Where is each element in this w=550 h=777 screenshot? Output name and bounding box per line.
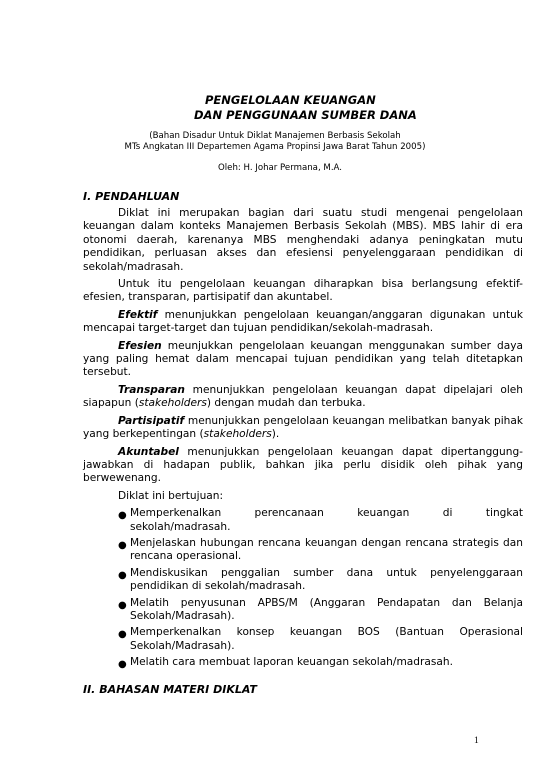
akuntabel-text: menunjukkan pengelolaan keuangan dapat dipertanggung-jawabkan di hadapan publik, bahkan jika perlu disidik oleh pihak yang berwewenang. bbox=[83, 445, 523, 485]
goal-text: Mendiskusikan penggalian sumber dana untuk penyelenggaraan pendidikan di sekolah/madrasah. bbox=[130, 566, 523, 593]
subtitle-line-1: (Bahan Disadur Untuk Diklat Manajemen Berbasis Sekolah bbox=[149, 131, 401, 141]
goals-intro: Diklat ini bertujuan: bbox=[118, 489, 224, 502]
bullet-icon: ● bbox=[118, 539, 127, 551]
efektif-text: menunjukkan pengelolaan keuangan/anggaran digunakan untuk mencapai target-target dan tujuan pendidikan/sekolah-madrasah. bbox=[83, 308, 523, 335]
transparan-text-2: ) dengan mudah dan terbuka. bbox=[206, 397, 366, 410]
goal-text: Melatih penyusunan APBS/M (Anggaran Pendapatan dan Belanja Sekolah/Madrasah). bbox=[130, 596, 523, 622]
goal-word: Memperkenalkan bbox=[130, 507, 222, 520]
partisipatif-paragraph bbox=[83, 415, 523, 442]
goal-word: perencanaan bbox=[254, 507, 324, 520]
goal-first-line bbox=[130, 507, 523, 520]
transparan-term: Transparan bbox=[118, 383, 185, 396]
goal-item bbox=[118, 537, 523, 564]
partisipatif-stakeholders: stakeholders bbox=[203, 428, 272, 441]
intro-paragraph: Diklat ini merupakan bagian dari suatu studi mengenai pengelolaan keuangan dalam konteks Manajemen Berbasis Sekolah (MBS). MBS lahir di era otonomi daerah, karenanya MBS menghendaki adanya peningkatan mutu pendidikan, perluasan akses dan efesiensi penyelenggaraan pendidikan di sekolah/madrasah. bbox=[83, 207, 523, 273]
goals-list bbox=[83, 507, 523, 669]
title-line-1: PENGELOLAAN KEUANGAN bbox=[205, 93, 376, 107]
bullet-icon: ● bbox=[118, 659, 127, 671]
section-1-heading: I. PENDAHLUAN bbox=[83, 190, 180, 203]
transparan-stakeholders: stakeholders bbox=[138, 397, 207, 410]
partisipatif-text-2: ). bbox=[271, 428, 280, 441]
efektif-term: Efektif bbox=[118, 308, 158, 321]
section-1-body bbox=[83, 207, 523, 673]
goal-item bbox=[118, 507, 523, 534]
goal-item bbox=[118, 626, 523, 653]
partisipatif-text-1: menunjukkan pengelolaan keuangan melibatkan banyak pihak yang berkepentingan ( bbox=[83, 414, 523, 441]
goal-item bbox=[118, 567, 523, 594]
goal-word: tingkat bbox=[485, 507, 523, 520]
transparan-text-1: menunjukkan pengelolaan keuangan dapat dipelajari oleh siapapun ( bbox=[83, 383, 523, 410]
section-2-heading: II. BAHASAN MATERI DIKLAT bbox=[83, 683, 257, 696]
expectation-paragraph: Untuk itu pengelolaan keuangan diharapkan bisa berlangsung efektif-efesien, transparan, partisipatif dan akuntabel. bbox=[83, 278, 523, 304]
goal-text: Menjelaskan hubungan rencana keuangan dengan rencana strategis dan rencana operasional. bbox=[130, 536, 523, 563]
goal-text: Melatih cara membuat laporan keuangan sekolah/madrasah. bbox=[130, 656, 453, 669]
goal-word: keuangan bbox=[357, 507, 410, 520]
goal-word: di bbox=[442, 507, 453, 520]
goal-first-rest: sekolah/madrasah. bbox=[130, 520, 231, 533]
transparan-paragraph bbox=[83, 384, 523, 411]
author-line: Oleh: H. Johar Permana, M.A. bbox=[218, 163, 343, 173]
goal-text: Memperkenalkan konsep keuangan BOS (Bantuan Operasional Sekolah/Madrasah). bbox=[130, 626, 523, 652]
efesien-term: Efesien bbox=[118, 339, 162, 352]
efektif-paragraph bbox=[83, 309, 523, 336]
goal-item bbox=[118, 597, 523, 624]
bullet-icon: ● bbox=[118, 629, 127, 641]
efesien-paragraph bbox=[83, 340, 523, 380]
bullet-icon: ● bbox=[118, 510, 127, 522]
title-line-2: DAN PENGGUNAAN SUMBER DANA bbox=[194, 108, 417, 122]
page-number: 1 bbox=[474, 736, 479, 746]
bullet-icon: ● bbox=[118, 599, 127, 611]
efesien-text: meunjukkan pengelolaan keuangan menggunakan sumber daya yang paling hemat dalam mencapai tujuan pendidikan yang telah ditetapkan tersebut. bbox=[83, 339, 523, 379]
bullet-icon: ● bbox=[118, 569, 127, 581]
akuntabel-paragraph bbox=[83, 446, 523, 486]
goal-item bbox=[118, 656, 523, 669]
akuntabel-term: Akuntabel bbox=[118, 445, 179, 458]
partisipatif-term: Partisipatif bbox=[118, 414, 185, 427]
subtitle-line-2: MTs Angkatan III Departemen Agama Propinsi Jawa Barat Tahun 2005) bbox=[124, 142, 426, 152]
